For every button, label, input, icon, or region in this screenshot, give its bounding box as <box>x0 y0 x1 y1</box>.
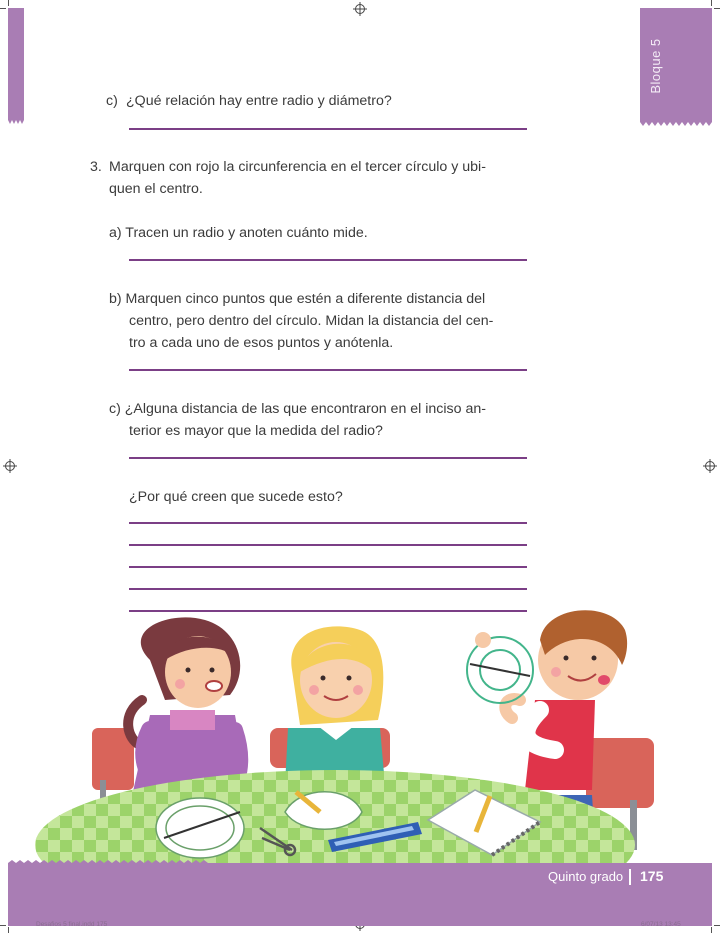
crop-line <box>0 8 6 9</box>
children-illustration <box>0 600 720 870</box>
subquestion-b: b) Marquen cinco puntos que estén a diferente distancia del <box>109 291 486 307</box>
answer-line[interactable] <box>129 522 527 524</box>
question-text: Marquen con rojo la circunferencia en el tercer círculo y ubi- <box>109 159 486 175</box>
answer-line[interactable] <box>129 128 527 130</box>
subquestion-c: c) ¿Alguna distancia de las que encontraron en el inciso an- <box>109 401 486 417</box>
page-number: 175 <box>640 868 664 884</box>
subquestion-b-cont: tro a cada uno de esos puntos y anótenla. <box>129 335 394 351</box>
why-question: ¿Por qué creen que sucede esto? <box>129 489 343 505</box>
girl-middle <box>285 626 385 785</box>
question-text: quen el centro. <box>109 181 203 197</box>
answer-line[interactable] <box>129 566 527 568</box>
crop-line <box>714 8 720 9</box>
subquestion-c-cont: terior es mayor que la medida del radio? <box>129 423 383 439</box>
question-marker: c) <box>106 93 118 109</box>
answer-line[interactable] <box>129 259 527 261</box>
print-slug: Desafios 5 final.indd 175 <box>36 921 108 928</box>
subquestion-b-cont: centro, pero dentro del círculo. Midan la distancia del cen- <box>129 313 494 329</box>
footer-zigzag <box>8 860 712 867</box>
block-label: Bloque 5 <box>648 38 663 94</box>
block-tab-zigzag <box>640 118 712 126</box>
question-number: 3. <box>90 159 102 175</box>
left-page-tab <box>8 8 24 120</box>
crop-line <box>0 925 6 926</box>
footer-divider <box>629 869 631 885</box>
footer-grade: Quinto grado <box>548 869 624 884</box>
answer-line[interactable] <box>129 457 527 459</box>
registration-mark-top <box>353 2 367 16</box>
crop-line <box>8 927 9 933</box>
registration-mark-left <box>3 459 17 473</box>
crop-line <box>711 927 712 933</box>
crop-line <box>714 925 720 926</box>
paper-left <box>156 798 244 858</box>
answer-line[interactable] <box>129 369 527 371</box>
registration-mark-right <box>703 459 717 473</box>
print-date: 6/07/13 13:45 <box>641 921 681 928</box>
crop-line <box>8 0 9 6</box>
question-text: ¿Qué relación hay entre radio y diámetro? <box>126 93 392 109</box>
crop-line <box>711 0 712 6</box>
answer-line[interactable] <box>129 588 527 590</box>
subquestion-a: a) Tracen un radio y anoten cuánto mide. <box>109 225 368 241</box>
left-tab-zigzag <box>8 116 24 124</box>
answer-line[interactable] <box>129 544 527 546</box>
